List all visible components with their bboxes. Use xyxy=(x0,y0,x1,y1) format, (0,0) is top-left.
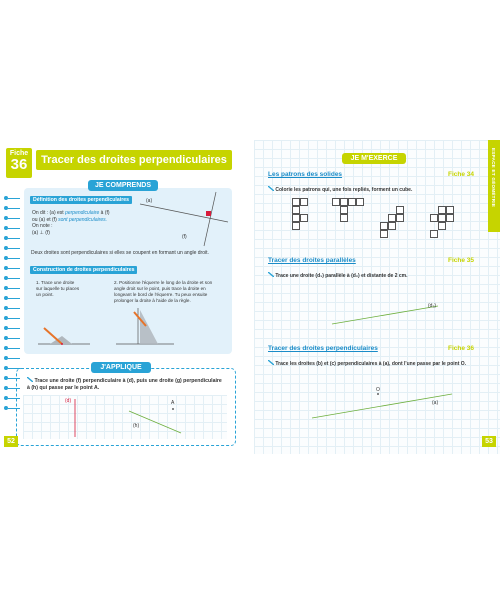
page-title: Tracer des droites perpendiculaires xyxy=(36,150,232,170)
label-a-right: (a) xyxy=(432,400,439,406)
pencil-icon xyxy=(268,272,274,277)
construction-step-2: 2. Positionne l'équerre le long de la droite et son angle droit sur le point, puis trace la droite en longeant le bord de l'équerre. Tu peux ensuite prolonger la droite à l'aide de la règle. xyxy=(114,280,213,303)
section-title-paralleles: Tracer des droites parallèles xyxy=(268,257,356,264)
section-title-patrons: Les patrons des solides xyxy=(268,171,343,178)
exerce-label: JE M'EXERCE xyxy=(342,153,406,164)
label-f: (f) xyxy=(182,234,187,240)
applique-label: J'APPLIQUE xyxy=(91,362,151,373)
definition-heading: Définition des droites perpendiculaires xyxy=(30,196,132,204)
page-number-right: 53 xyxy=(482,436,496,447)
cube-net-1[interactable] xyxy=(292,198,322,242)
cube-net-4[interactable] xyxy=(430,206,470,250)
label-d: (d) xyxy=(65,398,72,404)
label-O: O xyxy=(376,387,380,393)
step-2-illustration xyxy=(114,306,184,350)
cube-net-3[interactable] xyxy=(380,206,420,250)
pencil-icon xyxy=(268,360,274,365)
instruction-patrons: Colorie les patrons qui, une fois repliés, forment un cube. xyxy=(268,186,478,194)
applique-instruction: Trace une droite (f) perpendiculaire à (d), puis une droite (g) perpendiculaire à (h) qui passe par le point A. xyxy=(27,378,222,391)
page-number-left: 52 xyxy=(4,436,18,447)
applique-grid[interactable] xyxy=(23,395,227,439)
instruction-perpendiculaires: Trace les droites (b) et (c) perpendiculaires à (a), dont l'une passe par le point O. xyxy=(268,360,478,368)
right-page xyxy=(254,140,500,454)
step-1-illustration xyxy=(32,310,92,350)
side-tab xyxy=(488,140,500,232)
fiche-label: Fiche xyxy=(9,150,29,157)
construction-step-1: 1. Trace une droite sur laquelle tu places un point. xyxy=(36,280,80,297)
fiche-ref-36: Fiche 36 xyxy=(448,345,475,352)
instruction-paralleles: Trace une droite (d₁) parallèle à (d₂) et distante de 2 cm. xyxy=(268,272,478,280)
fiche-ref-35: Fiche 35 xyxy=(448,257,475,264)
comprends-label: JE COMPRENDS xyxy=(88,180,158,191)
label-d2: (d₂) xyxy=(428,303,437,309)
construction-heading: Construction de droites perpendiculaires xyxy=(30,266,137,274)
side-tab-label: ESPACE ET GÉOMÉTRIE xyxy=(491,148,496,208)
definition-rule: Deux droites sont perpendiculaires si elles se coupent en formant un angle droit. xyxy=(31,250,209,256)
fiche-ref-34: Fiche 34 xyxy=(448,171,475,178)
applique-figure xyxy=(23,395,227,439)
parallel-exercise-area[interactable] xyxy=(268,284,488,346)
pencil-icon xyxy=(268,186,274,191)
label-A: A xyxy=(171,400,175,406)
comprends-box xyxy=(24,182,232,354)
section-title-perpendiculaires: Tracer des droites perpendiculaires xyxy=(268,345,378,352)
label-h: (h) xyxy=(133,423,140,429)
fiche-tab xyxy=(6,148,32,178)
left-page xyxy=(0,140,246,454)
cube-net-2[interactable] xyxy=(332,198,372,242)
fiche-number: 36 xyxy=(10,156,28,173)
label-a: (a) xyxy=(146,198,153,204)
definition-text: On dit : (a) est perpendiculaire à (f) ou (a) et (f) sont perpendiculaires. On note : (a) ⊥ (f) xyxy=(32,210,110,236)
pencil-icon xyxy=(27,377,33,382)
book-spread xyxy=(0,140,500,454)
applique-box xyxy=(16,364,236,446)
